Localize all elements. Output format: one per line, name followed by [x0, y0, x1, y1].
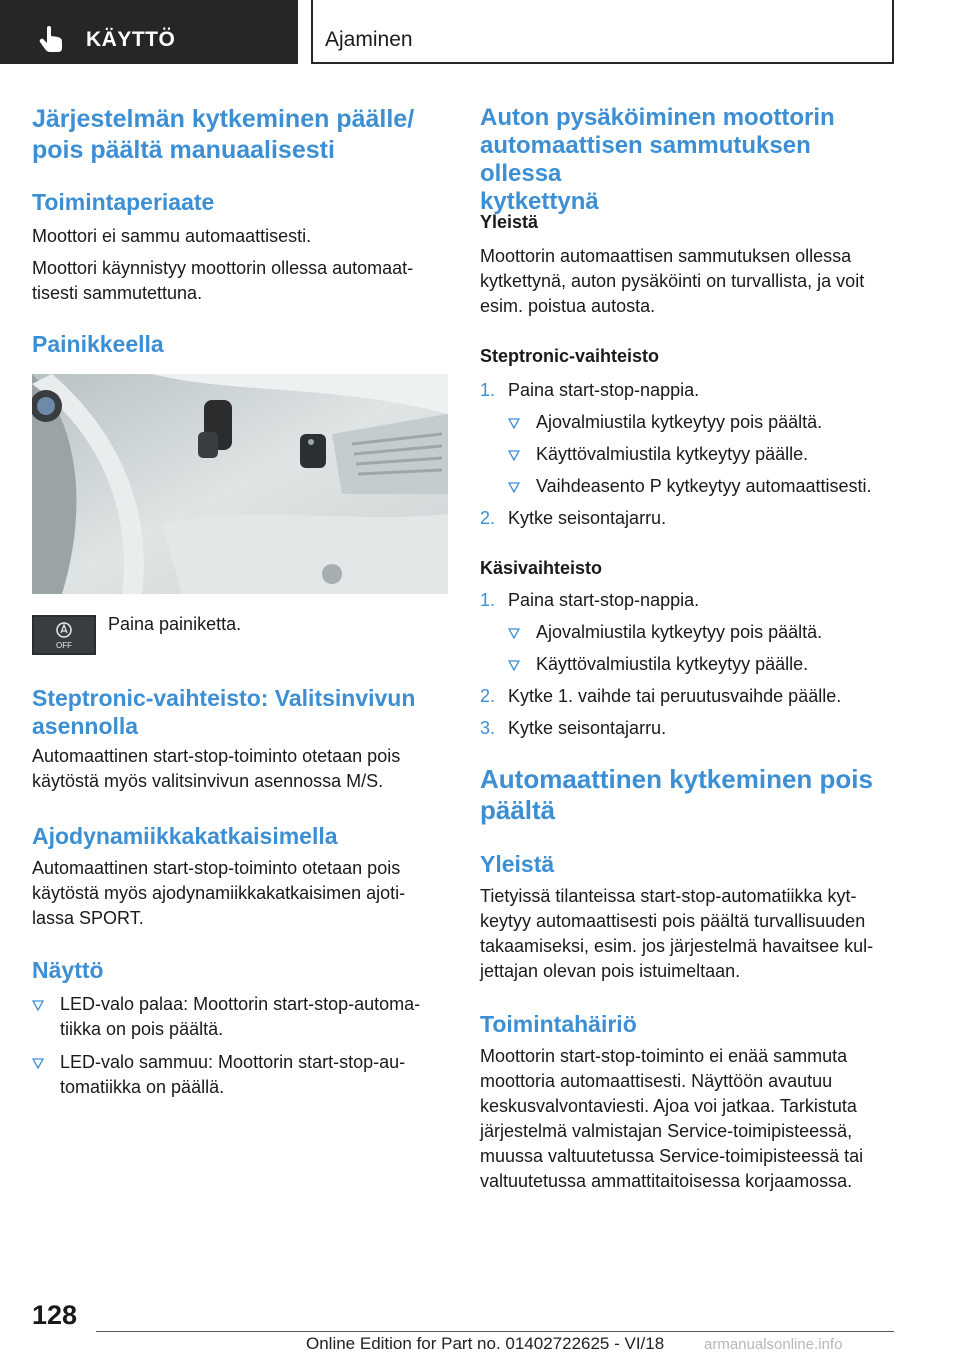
- manual-subitem: Käyttövalmiustila kytkeytyy päälle.: [508, 652, 898, 677]
- steptronic-subitem: Vaihdeasento P kytkeytyy automaattisesti.: [508, 474, 898, 499]
- triangle-bullet-icon: [508, 627, 520, 639]
- triangle-bullet-icon: [508, 481, 520, 493]
- manual-step: 3. Kytke seisontajarru.: [480, 718, 667, 738]
- steptronic-step: 2. Kytke seisontajarru.: [480, 508, 667, 528]
- triangle-bullet-icon: [32, 1057, 44, 1069]
- hand-pointer-icon: [38, 24, 68, 54]
- watermark: armanualsonline.info: [704, 1336, 843, 1353]
- heading-steptronic: Steptronic-vaihteisto: Valitsinvivun asennolla: [32, 685, 416, 739]
- off-label: OFF: [56, 641, 72, 650]
- steptronic-step: 1. Paina start-stop-nappia.: [480, 380, 700, 400]
- principle-text-1: Moottori ei sammu automaattisesti.: [32, 226, 312, 246]
- chapter-title: Ajaminen: [325, 28, 413, 51]
- heading-driving-dynamics: Ajodynamiikkakatkaisimella: [32, 823, 338, 849]
- heading-auto-off: Automaattinen kytkeminen pois päältä: [480, 764, 873, 825]
- auto-start-stop-off-icon: [32, 615, 96, 655]
- triangle-bullet-icon: [32, 999, 44, 1011]
- heading-button: Painikkeella: [32, 331, 164, 357]
- steptronic-subitem: Ajovalmiustila kytkeytyy pois päältä.: [508, 410, 898, 435]
- heading-general-2: Yleistä: [480, 851, 555, 877]
- footer-divider: [96, 1331, 894, 1332]
- heading-parking: Auton pysäköiminen moottorin automaattisen sammutuksen ollessa kytkettynä: [480, 104, 835, 215]
- heading-manual-gearbox: Käsivaihteisto: [480, 558, 603, 578]
- heading-display: Näyttö: [32, 957, 104, 983]
- general-text-2: Tietyissä tilanteissa start-stop-automatiikka kyt- keytyy automaattisesti pois päältä turvallisuuden takaamiseksi, esim. jos järjestelmä havaitsee kul- jettajan olevan pois istuimeltaan.: [480, 886, 874, 981]
- triangle-bullet-icon: [508, 659, 520, 671]
- driving-dynamics-text: Automaattinen start-stop-toiminto otetaan pois käytöstä myös ajodynamiikkakatkaisimen ajoti- lassa SPORT.: [32, 858, 406, 928]
- chapter-box: [311, 0, 894, 64]
- page-number: 128: [32, 1300, 78, 1330]
- heading-manual-toggle: Järjestelmän kytkeminen päälle/ pois päältä manuaalisesti: [32, 105, 415, 164]
- heading-principle: Toimintaperiaate: [32, 189, 215, 215]
- button-caption: Paina painiketta.: [108, 614, 242, 634]
- manual-step: 2. Kytke 1. vaihde tai peruutusvaihde päälle.: [480, 686, 842, 706]
- dashboard-photo: [32, 374, 448, 594]
- section-label: KÄYTTÖ: [86, 28, 176, 51]
- steptronic-text: Automaattinen start-stop-toiminto otetaan pois käytöstä myös valitsinvivun asennossa M/S.: [32, 746, 401, 791]
- triangle-bullet-icon: [508, 417, 520, 429]
- principle-text-2: Moottori käynnistyy moottorin ollessa automaat- tisesti sammutettuna.: [32, 258, 414, 303]
- manual-step: 1. Paina start-stop-nappia.: [480, 590, 700, 610]
- manual-subitem: Ajovalmiustila kytkeytyy pois päältä.: [508, 620, 898, 645]
- heading-steptronic-gearbox: Steptronic-vaihteisto: [480, 346, 660, 366]
- malfunction-text: Moottorin start-stop-toiminto ei enää sammuta moottoria automaattisesti. Näyttöön avautuu keskusvalvontaviesti. Ajoa voi jatkaa. Tarkistuta järjestelmä valmistajan Service-toimipisteessä, muussa valtuutetussa Service-toimipisteessä tai valtuutetussa ammattitaitoisessa korjaamossa.: [480, 1046, 864, 1191]
- section-tab: [0, 0, 298, 64]
- heading-malfunction: Toimintahäiriö: [480, 1011, 637, 1037]
- general-text: Moottorin automaattisen sammutuksen ollessa kytkettynä, auton pysäköinti on turvallista, ja voit esim. poistua autosta.: [480, 246, 865, 316]
- steptronic-subitem: Käyttövalmiustila kytkeytyy päälle.: [508, 442, 898, 467]
- heading-general: Yleistä: [480, 212, 539, 232]
- footer-edition: Online Edition for Part no. 01402722625 - VI/18: [306, 1334, 665, 1353]
- triangle-bullet-icon: [508, 449, 520, 461]
